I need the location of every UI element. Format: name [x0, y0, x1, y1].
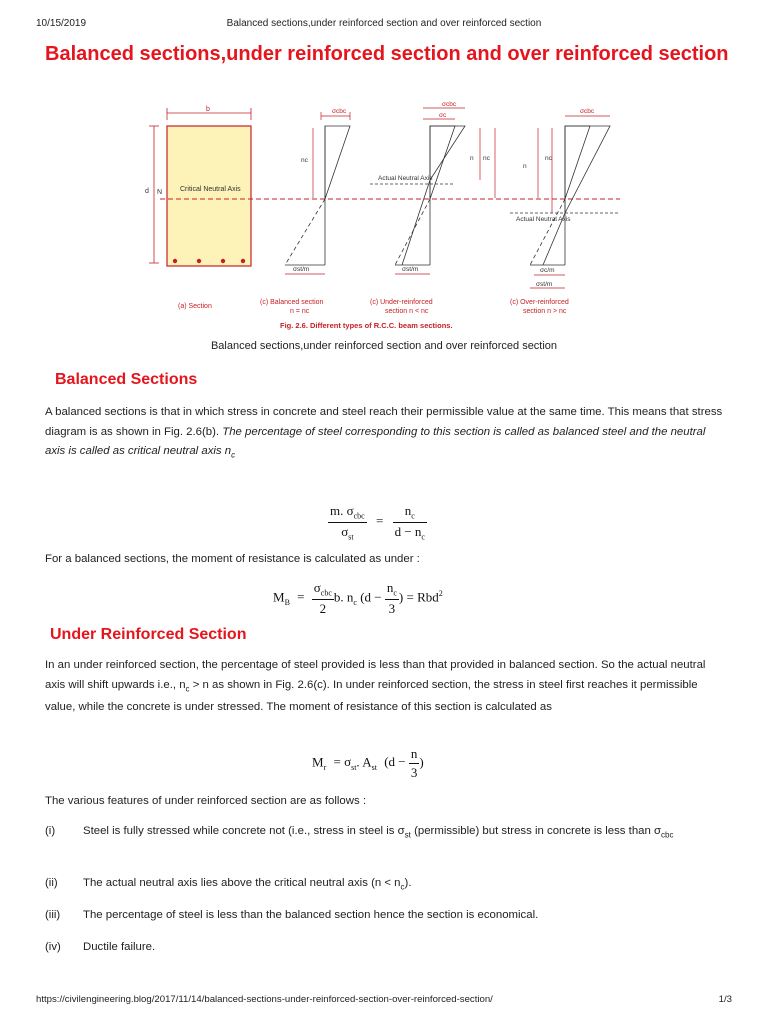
- under-sst-label: σst/m: [402, 266, 419, 273]
- feature-item: (i) Steel is fully stressed while concrete not (i.e., stress in steel is $\sigma_{st}$ (permissible) but stress in concrete is less than $\sigma_{cbc}$: [45, 825, 674, 840]
- figure-caption: Balanced sections,under reinforced section and over reinforced section: [210, 340, 558, 352]
- caption-over: (c) Over-reinforced: [510, 299, 569, 306]
- balanced-sst-label: σst/m: [293, 266, 310, 273]
- print-title: Balanced sections,under reinforced section and over reinforced section: [226, 18, 542, 29]
- balanced-paragraph-italic: The percentage of steel corresponding to this section is called as balanced steel and the neutral axis is called as critical neutral axis $n_c$: [45, 425, 706, 460]
- rebar-dot: [221, 259, 225, 263]
- over-n-label: n: [523, 163, 527, 170]
- print-date: 10/15/2019: [36, 18, 87, 29]
- d-label: d: [145, 188, 149, 195]
- caption-over-2: section n > nc: [523, 308, 567, 315]
- source-url[interactable]: https://civilengineering.blog/2017/11/14/balanced-sections-under-reinforced-section-over-reinforced-section/: [36, 994, 493, 1005]
- balanced-paragraph-plain: A balanced sections is that in which stress in concrete and steel reach their permissible value at the same time. This means that stress diagram is as shown in Fig. 2.6(b).: [45, 406, 723, 438]
- feature-item: (iv) Ductile failure.: [45, 941, 156, 953]
- rebar-dot: [197, 259, 201, 263]
- caption-balanced-2: n = nc: [290, 308, 310, 315]
- under-paragraph: In an under reinforced section, the percentage of steel provided is less than that provided in balanced section. So the actual neutral axis will shift upwards i.e., $n_c > n$ as shown in Fig. 2.6(c). In under reinforced section, the stress in steel first reaches it permissible value, while the concrete is under stressed. The moment of resistance of this section is calculated as: [45, 659, 706, 714]
- under-scbc-label: σcbc: [442, 101, 457, 108]
- under-nc-label: nc: [483, 155, 490, 162]
- feature-item: (iii) The percentage of steel is less than the balanced section hence the section is economical.: [45, 909, 539, 921]
- over-sst-label: σst/m: [536, 281, 553, 288]
- caption-section: (a) Section: [178, 303, 212, 310]
- under-sc-label: σc: [439, 112, 447, 119]
- under-moment-equation: $M_r = \sigma_{st}$. $A_{st}$ (d − $\frac{n}{3}$ ): [312, 746, 424, 780]
- beam-sections-figure: [140, 98, 630, 333]
- page-title: Balanced sections,under reinforced section and over reinforced section: [45, 43, 729, 65]
- caption-balanced: (c) Balanced section: [260, 299, 324, 306]
- feature-item: (ii) The actual neutral axis lies above the critical neutral axis $(n < n_c)$.: [45, 877, 412, 892]
- rebar-dot: [173, 259, 177, 263]
- figure-title: Fig. 2.6. Different types of R.C.C. beam sections.: [280, 321, 453, 330]
- over-actual-axis-label: Actual Neutral Axis: [516, 216, 571, 223]
- moment-intro: For a balanced sections, the moment of resistance is calculated as under :: [45, 553, 420, 565]
- caption-under-2: section n < nc: [385, 308, 429, 315]
- under-heading: Under Reinforced Section: [50, 626, 247, 643]
- critical-axis-label: Critical Neutral Axis: [180, 186, 241, 193]
- balanced-scbc-label: σcbc: [332, 108, 347, 115]
- under-n-label: n: [470, 155, 474, 162]
- b-label: b: [206, 106, 210, 113]
- beam-sections-diagram: [140, 98, 630, 333]
- over-scbc-label: σcbc: [580, 108, 595, 115]
- under-actual-axis-label: Actual Neutral Axis: [378, 175, 433, 182]
- features-intro: The various features of under reinforced section are as follows :: [45, 795, 367, 807]
- n-label: N: [157, 189, 163, 196]
- balanced-heading: Balanced Sections: [55, 371, 198, 388]
- page-number: 1/3: [718, 994, 732, 1005]
- over-compression-triangle: [565, 126, 610, 213]
- balanced-moment-equation: $M_B$ = $\frac{\sigma_{cbc}}{2}$ b. $n_c$ (d − $\frac{n_c}{3}$ ) = Rbd$^2$: [273, 580, 443, 616]
- rebar-dot: [241, 259, 245, 263]
- over-sc-label: σc/m: [540, 267, 555, 274]
- over-nc-label: nc: [545, 155, 552, 162]
- beam-section-rect: [167, 126, 251, 266]
- caption-under: (c) Under-reinforced: [370, 299, 433, 306]
- balanced-nc-label: nc: [301, 157, 308, 164]
- balanced-paragraph: [45, 403, 725, 465]
- balanced-compression-triangle: [325, 126, 350, 199]
- under-compression-triangle: [430, 126, 465, 180]
- balanced-ratio-equation: $\frac{m. \sigma_{cbc}}{\sigma_{st}}$ = $\frac{n_c}{d - n_c}$: [330, 503, 425, 542]
